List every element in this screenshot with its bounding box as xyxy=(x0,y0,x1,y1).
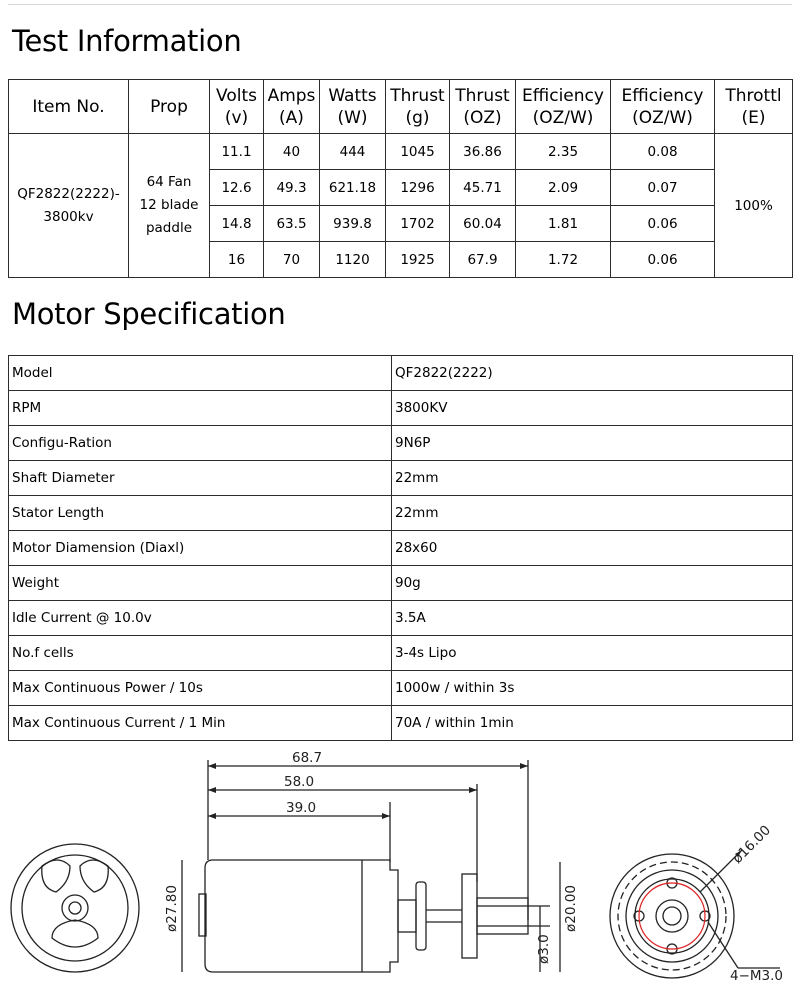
motor-dimension-drawing xyxy=(0,742,800,1000)
header-thrust-oz: Thrust (OZ) xyxy=(450,80,516,134)
header-efficiency-1: Efficiency (OZ/W) xyxy=(516,80,611,134)
thrust-oz-cell: 45.71 xyxy=(450,170,516,206)
efficiency-cell: 2.35 xyxy=(516,134,611,170)
top-divider xyxy=(8,4,792,5)
header-watts: Watts (W) xyxy=(320,80,386,134)
header-prop: Prop xyxy=(129,80,210,134)
motor-end-view-left xyxy=(11,844,139,972)
volts-cell: 11.1 xyxy=(210,134,264,170)
dimension-mount-holes: 4−M3.0 xyxy=(730,968,784,984)
motor-specification-title: Motor Specification xyxy=(12,297,286,331)
motor-side-view xyxy=(182,760,560,972)
spec-label: Configu-Ration xyxy=(9,426,392,461)
dimension-shaft-diameter: ø3.0 xyxy=(536,934,552,964)
spec-label: Model xyxy=(9,356,392,391)
spec-value: 9N6P xyxy=(392,426,793,461)
amps-cell: 40 xyxy=(264,134,320,170)
watts-cell: 1120 xyxy=(320,242,386,278)
watts-cell: 621.18 xyxy=(320,170,386,206)
spec-value: 3800KV xyxy=(392,391,793,426)
spec-value: 3.5A xyxy=(392,601,793,636)
spec-value: 1000w / within 3s xyxy=(392,671,793,706)
spec-value: QF2822(2222) xyxy=(392,356,793,391)
dimension-body-shaft-length: 58.0 xyxy=(284,774,315,790)
motor-end-view-right xyxy=(610,850,780,978)
efficiency-cell: 2.09 xyxy=(516,170,611,206)
spec-row xyxy=(9,671,793,706)
spec-label: Shaft Diameter xyxy=(9,461,392,496)
spec-value: 70A / within 1min xyxy=(392,706,793,741)
spec-label: Stator Length xyxy=(9,496,392,531)
spec-row xyxy=(9,566,793,601)
motor-specification-table xyxy=(8,355,793,741)
efficiency-cell: 1.81 xyxy=(516,206,611,242)
thrust-oz-cell: 36.86 xyxy=(450,134,516,170)
header-efficiency-2: Efficiency (OZ/W) xyxy=(611,80,715,134)
spec-label: Max Continuous Power / 10s xyxy=(9,671,392,706)
volts-cell: 16 xyxy=(210,242,264,278)
dimension-bolt-circle: ø16.00 xyxy=(729,822,775,867)
test-information-table xyxy=(8,79,793,278)
spec-row xyxy=(9,601,793,636)
spec-label: Max Continuous Current / 1 Min xyxy=(9,706,392,741)
spec-label: Idle Current @ 10.0v xyxy=(9,601,392,636)
prop-cell: 64 Fan 12 blade paddle xyxy=(129,134,210,278)
thrust-g-cell: 1925 xyxy=(386,242,450,278)
dimension-body-length: 39.0 xyxy=(286,800,317,816)
dimension-mount-diameter: ø20.00 xyxy=(563,885,579,932)
test-header-row xyxy=(9,80,793,134)
spec-value: 28x60 xyxy=(392,531,793,566)
amps-cell: 70 xyxy=(264,242,320,278)
spec-row xyxy=(9,391,793,426)
efficiency-cell: 0.06 xyxy=(611,206,715,242)
watts-cell: 939.8 xyxy=(320,206,386,242)
spec-label: Motor Diamension (Diaxl) xyxy=(9,531,392,566)
watts-cell: 444 xyxy=(320,134,386,170)
amps-cell: 63.5 xyxy=(264,206,320,242)
dimension-total-length: 68.7 xyxy=(292,750,323,766)
header-amps: Amps (A) xyxy=(264,80,320,134)
thrust-g-cell: 1045 xyxy=(386,134,450,170)
header-volts: Volts (v) xyxy=(210,80,264,134)
bolt-circle-red xyxy=(639,883,705,949)
header-thrust-g: Thrust (g) xyxy=(386,80,450,134)
spec-row xyxy=(9,706,793,741)
spec-value: 90g xyxy=(392,566,793,601)
spec-label: RPM xyxy=(9,391,392,426)
thrust-oz-cell: 60.04 xyxy=(450,206,516,242)
spec-row xyxy=(9,356,793,391)
item-no-cell: QF2822(2222)- 3800kv xyxy=(9,134,129,278)
header-item-no: Item No. xyxy=(9,80,129,134)
spec-row xyxy=(9,461,793,496)
volts-cell: 12.6 xyxy=(210,170,264,206)
table-row xyxy=(9,134,793,170)
efficiency-cell: 0.07 xyxy=(611,170,715,206)
spec-value: 22mm xyxy=(392,461,793,496)
volts-cell: 14.8 xyxy=(210,206,264,242)
spec-label: No.f cells xyxy=(9,636,392,671)
efficiency-cell: 0.06 xyxy=(611,242,715,278)
spec-label: Weight xyxy=(9,566,392,601)
test-information-title: Test Information xyxy=(12,24,242,58)
thrust-oz-cell: 67.9 xyxy=(450,242,516,278)
spec-row xyxy=(9,426,793,461)
amps-cell: 49.3 xyxy=(264,170,320,206)
thrust-g-cell: 1296 xyxy=(386,170,450,206)
spec-value: 22mm xyxy=(392,496,793,531)
efficiency-cell: 0.08 xyxy=(611,134,715,170)
thrust-g-cell: 1702 xyxy=(386,206,450,242)
spec-row xyxy=(9,496,793,531)
spec-row xyxy=(9,636,793,671)
throttle-cell: 100% xyxy=(715,134,793,278)
header-throttle: Throttl (E) xyxy=(715,80,793,134)
dimension-body-diameter: ø27.80 xyxy=(164,885,180,932)
spec-row xyxy=(9,531,793,566)
spec-value: 3-4s Lipo xyxy=(392,636,793,671)
efficiency-cell: 1.72 xyxy=(516,242,611,278)
